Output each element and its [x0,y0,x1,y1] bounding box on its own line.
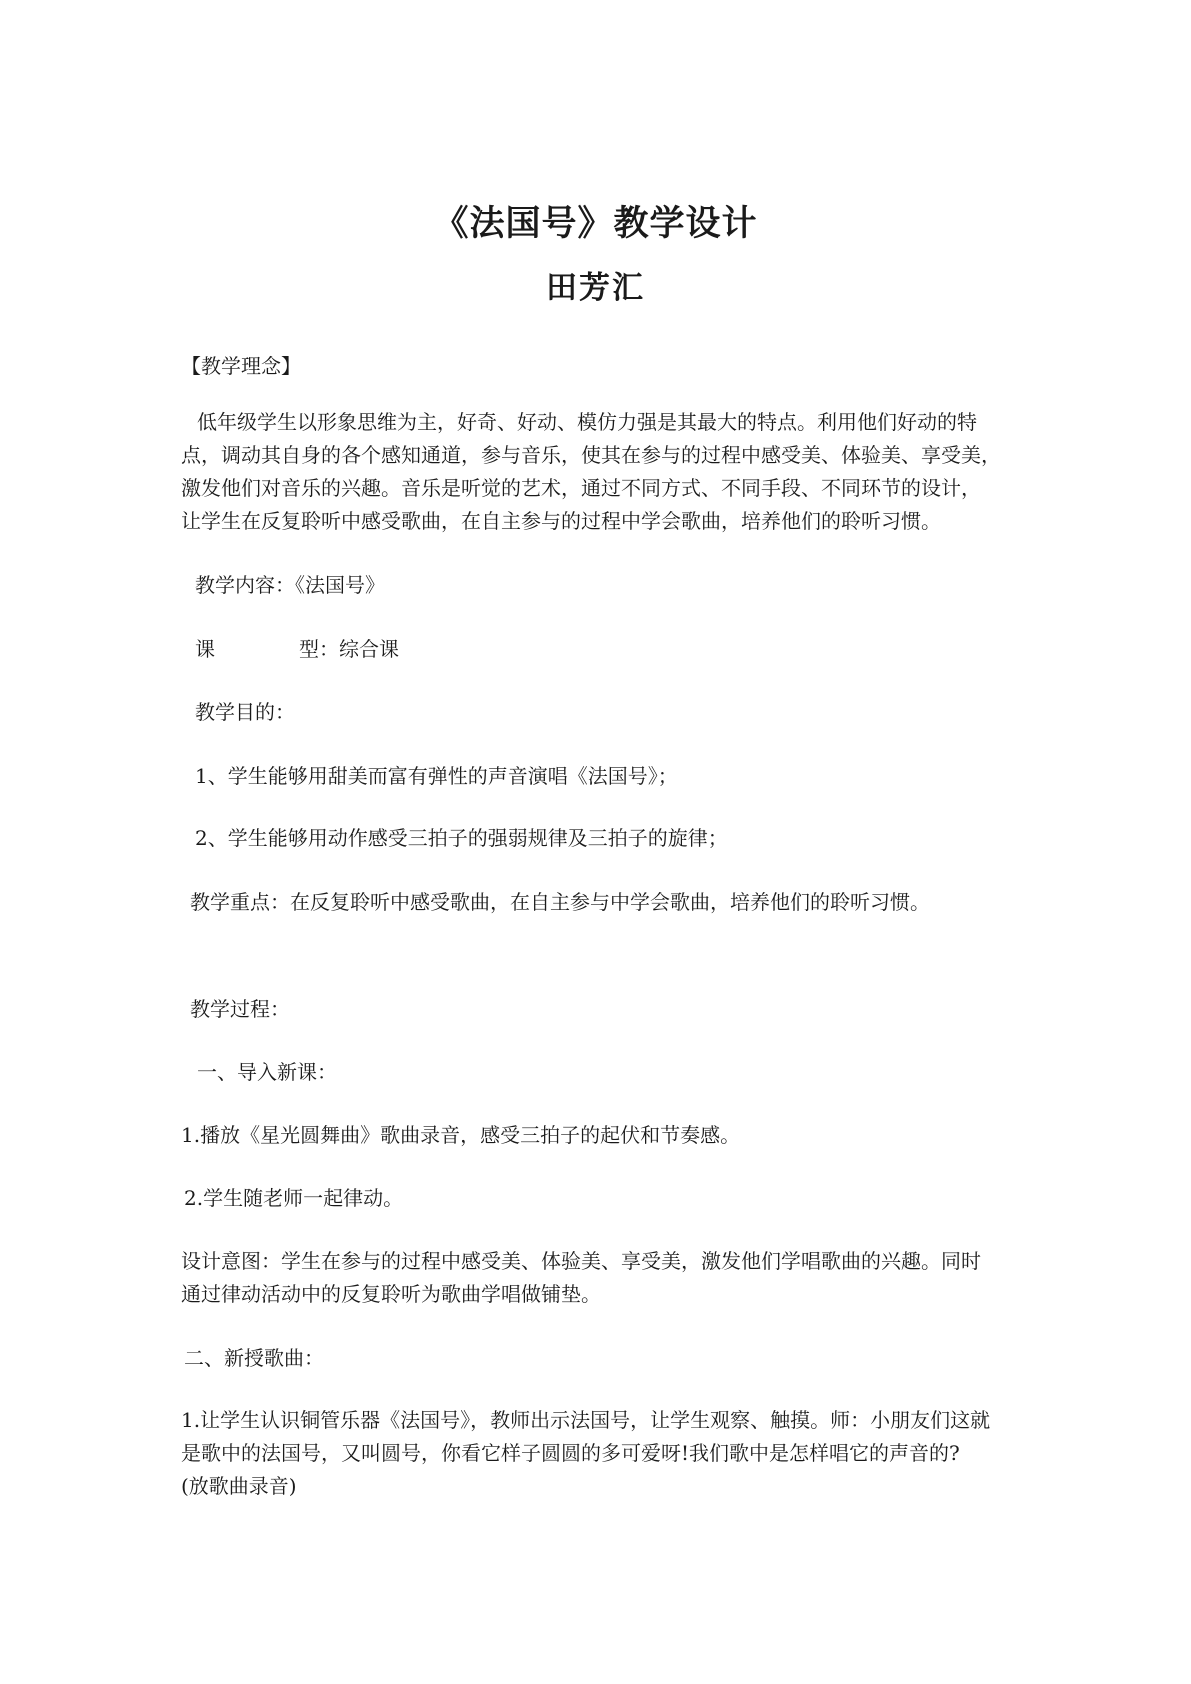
lesson-type [195,633,1025,666]
concept-line-3: 激发他们对音乐的兴趣。音乐是听觉的艺术，通过不同方式、不同手段、不同环节的设计， [181,476,981,500]
concept-line-2: 点，调动其自身的各个感知通道，参与音乐，使其在参与的过程中感受美、体验美、享受美， [181,443,1001,467]
step1-title: 一、导入新课： [197,1060,337,1084]
key-point: 教学重点：在反复聆听中感受歌曲，在自主参与中学会歌曲，培养他们的聆听习惯。 [190,890,930,914]
teaching-content: 教学内容：《法国号》 [195,573,385,597]
lesson-type-label-b: 型：综合课 [299,637,399,661]
goal-item-1: 1、学生能够用甜美而富有弹性的声音演唱《法国号》； [195,764,678,788]
document-title: 《法国号》教学设计 [433,204,758,244]
author-name: 田芳汇 [546,270,645,306]
design-intent-line-2: 通过律动活动中的反复聆听为歌曲学唱做铺垫。 [181,1282,601,1306]
lesson-type-label-a: 课 [195,637,215,661]
process-label: 教学过程： [190,997,290,1021]
step2-line-1: 1.让学生认识铜管乐器《法国号》，教师出示法国号，让学生观察、触摸。师：小朋友们这就 [181,1408,991,1432]
step2-line-3: (放歌曲录音) [181,1474,297,1498]
section-heading-concept: 【教学理念】 [181,354,301,378]
design-intent-line-1: 设计意图：学生在参与的过程中感受美、体验美、享受美，激发他们学唱歌曲的兴趣。同时 [181,1249,981,1273]
teaching-goals-label: 教学目的： [195,700,295,724]
goal-item-2: 2、学生能够用动作感受三拍子的强弱规律及三拍子的旋律； [195,826,728,850]
step1-item-1: 1.播放《星光圆舞曲》歌曲录音，感受三拍子的起伏和节奏感。 [181,1123,741,1147]
step2-line-2: 是歌中的法国号，又叫圆号，你看它样子圆圆的多可爱呀!我们歌中是怎样唱它的声音的? [181,1441,960,1465]
concept-line-1: 低年级学生以形象思维为主，好奇、好动、模仿力强是其最大的特点。利用他们好动的特 [197,410,977,434]
step1-item-2: 2.学生随老师一起律动。 [184,1186,404,1210]
step2-title: 二、新授歌曲： [184,1346,324,1370]
concept-line-4: 让学生在反复聆听中感受歌曲，在自主参与的过程中学会歌曲，培养他们的聆听习惯。 [181,509,941,533]
